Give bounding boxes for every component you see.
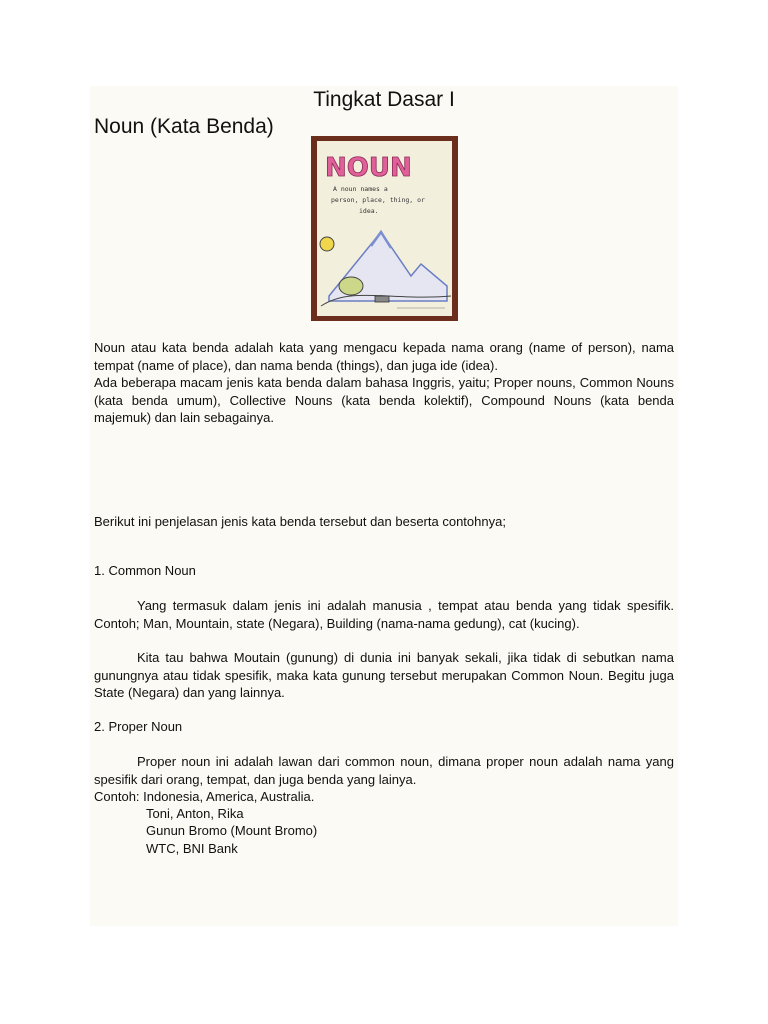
noun-poster-image	[311, 136, 458, 321]
common-noun-paragraph-2: Kita tau bahwa Moutain (gunung) di dunia ini banyak sekali, jika tidak di sebutkan nama gunungnya atau tidak spesifik, maka kata gunung tersebut merupakan Common Noun. Begitu juga State (Negara) dan yang lainnya.	[94, 650, 674, 700]
poster-drawing	[311, 136, 458, 321]
example-item: Gunun Bromo (Mount Bromo)	[146, 823, 318, 838]
page-title: Tingkat Dasar I	[313, 88, 455, 111]
poster-line-2: person, place, thing, or	[331, 196, 425, 204]
poster-sun	[320, 237, 334, 251]
proper-noun-paragraph-1: Proper noun ini adalah lawan dari common noun, dimana proper noun adalah nama yang spesifik dari orang, tempat, dan juga benda yang lainya.	[94, 754, 674, 787]
poster-heading: NOUN	[325, 153, 412, 183]
common-noun-paragraph-1: Yang termasuk dalam jenis ini adalah manusia , tempat atau benda yang tidak spesifik. Contoh; Man, Mountain, state (Negara), Building (nama-nama gedung), cat (kucing).	[94, 598, 674, 631]
poster-line-3: idea.	[359, 207, 379, 215]
examples-label: Contoh: Indonesia, America, Australia.	[94, 789, 315, 804]
common-noun-heading: 1. Common Noun	[94, 563, 196, 578]
explanation-intro: Berikut ini penjelasan jenis kata benda tersebut dan beserta contohnya;	[94, 514, 506, 529]
intro-paragraph-1: Noun atau kata benda adalah kata yang mengacu kepada nama orang (name of person), nama tempat (name of place), dan nama benda (things), dan juga ide (idea).	[94, 340, 674, 373]
proper-noun-heading: 2. Proper Noun	[94, 719, 183, 734]
poster-tree	[339, 277, 363, 295]
poster-car	[375, 296, 389, 302]
intro-paragraph-2: Ada beberapa macam jenis kata benda dalam bahasa Inggris, yaitu; Proper nouns, Common Nouns (kata benda umum), Collective Nouns (kata benda kolektif), Compound Nouns (kata benda majemuk) dan lain sebagainya.	[94, 375, 674, 425]
example-item: WTC, BNI Bank	[146, 841, 238, 856]
poster-line-1: A noun names a	[333, 185, 388, 193]
example-item: Toni, Anton, Rika	[146, 806, 244, 821]
section-title: Noun (Kata Benda)	[94, 115, 274, 138]
